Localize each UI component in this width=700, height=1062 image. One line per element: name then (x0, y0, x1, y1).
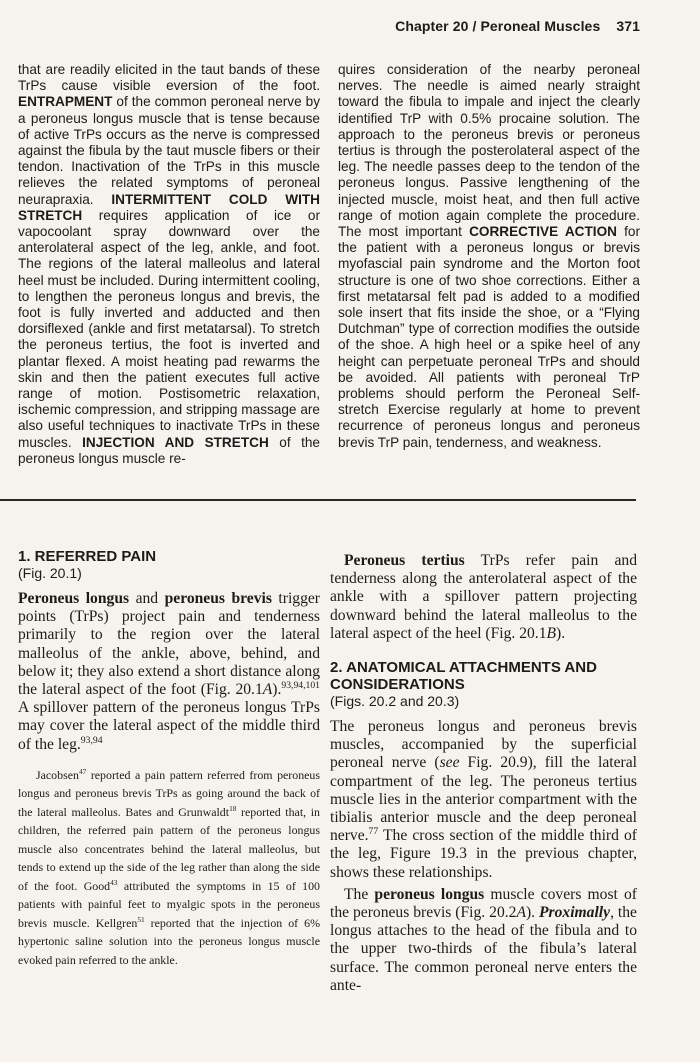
text: muscle covers most of the peroneus brevis (Fig. 20.2 (330, 885, 637, 922)
text: ). (525, 904, 540, 922)
text: trigger points (TrPs) project pain and tenderness primarily to the region over the lateral malleolus of the ankle, above, behind, and below it; they also extend a short distance along the lateral aspect of the foot (Fig. 20.1 (18, 590, 320, 699)
running-header (395, 18, 640, 34)
text: quires consideration of the nearby peroneal nerves. The needle is aimed nearly straight toward the fibula to impale and inject the clearly identified TrP with 0.5% procaine solution. The approach to the peroneus brevis or peroneus tertius is through the posterolateral aspect of the leg. The needle passes deep to the tendon of the peroneus longus. Passive lengthening of the injected muscle, moist heat, and then full active range of motion again complete the procedure. The most important (338, 62, 640, 240)
citation: 43 (110, 877, 118, 887)
term: peroneus longus (374, 885, 485, 903)
keyword-entrapment: ENTRAPMENT (18, 94, 113, 110)
text: ). (272, 681, 282, 699)
text: that are readily elicited in the taut bands of these TrPs cause visible eversion of the foot. (18, 62, 320, 94)
text: The peroneus longus and peroneus brevis muscles, accompanied by the superficial peroneal nerve ( (330, 718, 637, 772)
paragraph-literature (18, 766, 320, 970)
section-subtitle: (Figs. 20.2 and 20.3) (330, 693, 460, 710)
text: of the common peroneal nerve by a peroneus longus muscle that is tense because of active TrPs occurs as the nerve is compressed against the fibula by the taut muscle fibers or their tendon. Inactivation of the TrPs in this muscle relieves the related symptoms of peroneal neurapraxia. (18, 94, 320, 207)
term: Peroneus tertius (344, 552, 465, 569)
referred-pain-section (18, 548, 320, 969)
keyword-intermittent-cold: INTERMITTENT COLD WITH STRETCH (18, 191, 320, 223)
figure-letter: A (516, 904, 526, 922)
figure-letter: A (262, 681, 273, 699)
section-title-referred-pain: 1. REFERRED PAIN (18, 548, 157, 565)
figure-letter: B (546, 624, 557, 642)
citation: 93,94,101 (281, 679, 320, 691)
text: reported that the injection of 6% hypertonic saline solution into the peroneus longus muscle evoked pain referred to the ankle. (18, 915, 320, 967)
section-subtitle: (Fig. 20.1) (18, 565, 82, 581)
citation: 77 (368, 826, 379, 838)
text: TrPs refer pain and tenderness along the anterolateral aspect of the ankle with a spillover pattern projecting downward behind the lateral malleolus to the lateral aspect of the heel (Fig. 20.1 (330, 552, 637, 642)
paragraph-longus (330, 886, 637, 995)
keyword-injection-stretch: INJECTION AND STRETCH (82, 434, 269, 450)
anatomy-column (330, 552, 637, 995)
text: reported a pain pattern referred from peroneus longus and peroneus brevis TrPs as going around the back of the lateral malleolus. Bates and Grunwaldt (18, 767, 320, 819)
chapter-title: Chapter 20 / Peroneal Muscles (395, 18, 601, 34)
citation: 51 (137, 914, 145, 924)
text: , the longus attaches to the head of the fibula and to the upper two-thirds of the fibula’s lateral surface. The common peroneal nerve enters the ante- (330, 904, 637, 994)
text: A spillover pattern of the peroneus longus TrPs may cover the lateral aspect of the middle third of the leg. (18, 699, 320, 753)
text: and (129, 590, 165, 607)
paragraph-longus-brevis (18, 590, 320, 754)
term: peroneus brevis (164, 590, 272, 607)
keyword-corrective-action: CORRECTIVE ACTION (469, 224, 617, 240)
section-title-anatomical: 2. ANATOMICAL ATTACHMENTS AND CONSIDERATIONS (330, 659, 597, 694)
citation: 93,94 (80, 734, 103, 746)
summary-right-column (338, 62, 640, 451)
term: Peroneus longus (18, 590, 130, 607)
text: reported that, in children, the referred pain pattern of the peroneus longus muscle also concentrates behind the lateral malleolus, but tends to extend up the side of the leg rather than along the side of the foot. Good (18, 804, 320, 893)
text: ). (556, 624, 566, 642)
page-number: 371 (616, 18, 640, 34)
text: for the patient with a peroneus longus or brevis myofascial pain syndrome and the Morton foot structure is one of two shoe corrections. Either a first metatarsal felt pad is added to a modified sole insert that fits inside the shoe, or a “Flying Dutchman” type of correction modifies the outside of the shoe. A high heel or a spike heel of any height can perpetuate peroneal TrPs and should be avoided. All patients with peroneal TrP problems should perform the Peroneal Self-stretch Exercise regularly at home to prevent recurrence of peroneus longus and peroneus brevis TrP pain, tenderness, and weakness. (338, 224, 641, 450)
see-ref: see (439, 754, 460, 772)
paragraph-tertius (330, 552, 637, 643)
text: The cross section of the middle third of the leg, Figure 19.3 in the previous chapter, shows these relationships. (330, 827, 637, 881)
citation: 18 (229, 803, 237, 813)
summary-left-column (18, 62, 320, 467)
text: Jacobsen (36, 767, 79, 782)
text: attributed the symptoms in 15 of 100 patients with painful feet to myalgic spots in the peroneus brevis muscle. Kellgren (18, 878, 320, 930)
text: Fig. 20.9), fill the lateral compartment of the leg. The peroneus tertius muscle lies in the anterior compartment with the tibialis anterior muscle and the deep peroneal nerve. (330, 754, 637, 845)
term: Proximally (539, 904, 611, 922)
text: requires application of ice or vapocoolant spray downward over the anterolateral aspect of the leg, ankle, and foot. The regions of the lateral malleolus and lateral heel must be included. During intermittent cooling, to lengthen the peroneus longus and brevis, the foot is fully inverted and adducted and then dorsiflexed (ankle and first metatarsal). To stretch the peroneus tertius, the foot is inverted and plantar flexed. A moist heating pad rewarms the skin and then the patient executes full active range of motion. Postisometric relaxation, ischemic compression, and stripping massage are also useful techniques to inactivate TrPs in these muscles. (18, 207, 320, 450)
paragraph-compartments (330, 718, 637, 882)
text: of the peroneus longus muscle re- (18, 434, 320, 466)
citation: 47 (78, 766, 87, 776)
text: The (344, 885, 375, 903)
section-divider (0, 499, 636, 501)
